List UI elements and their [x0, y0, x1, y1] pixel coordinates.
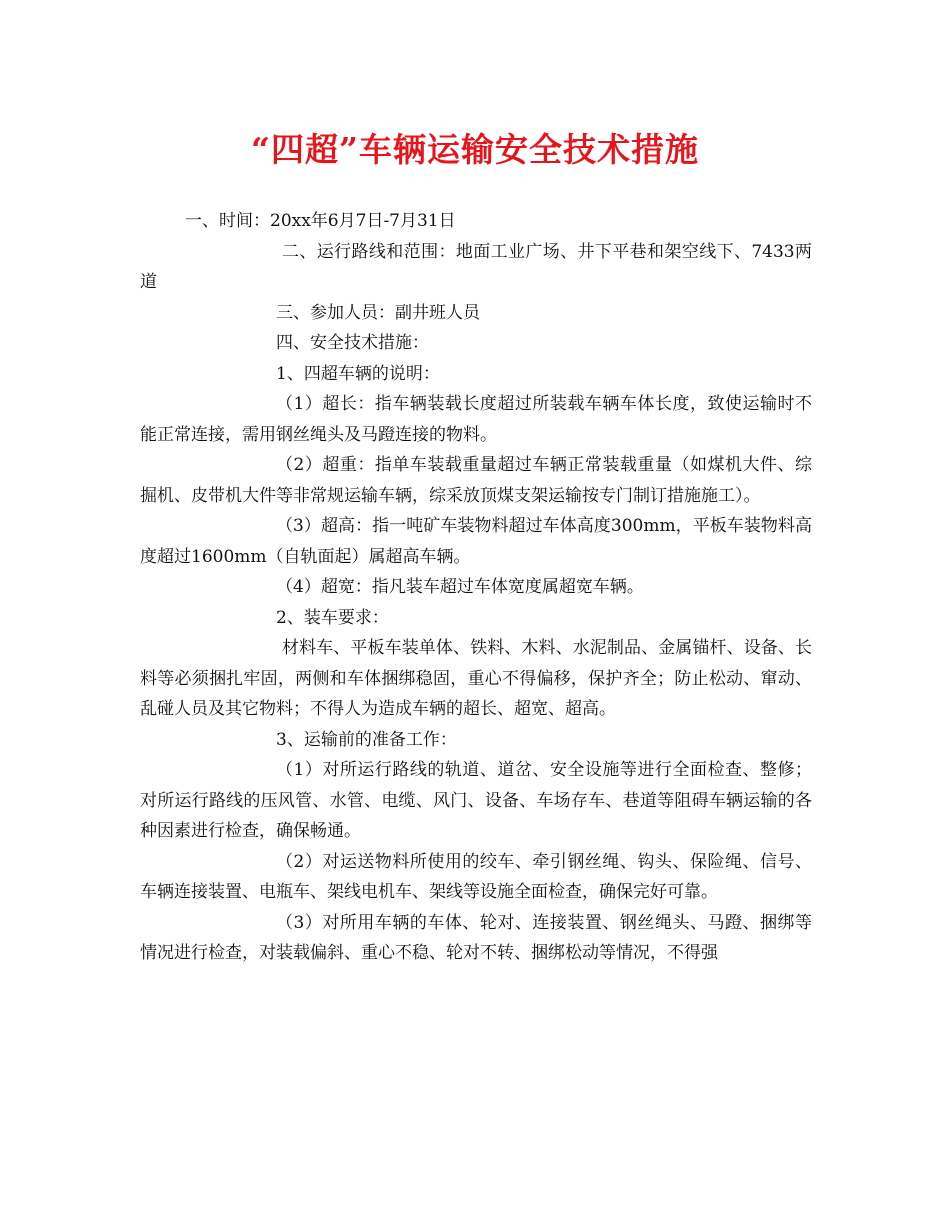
paragraph-section-1: 1、四超车辆的说明：	[276, 363, 440, 384]
paragraph-prep-2: （2）对运送物料所使用的绞车、牵引钢丝绳、钩头、保险绳、信号、车辆连接装置、电瓶车、架线电机车、架线等设施全面检查，确保完好可靠。	[140, 851, 812, 902]
paragraph-overwidth: （4）超宽：指凡装车超过车体宽度属超宽车辆。	[276, 577, 644, 597]
paragraph-loading-requirements: 材料车、平板车装单体、铁料、木料、水泥制品、金属锚杆、设备、长料等必须捆扎牢固，两侧和车体捆绑稳固，重心不得偏移，保护齐全；防止松动、窜动、乱碰人员及其它物料；不得人为造成车辆的超长、超宽、超高。	[140, 638, 812, 719]
paragraph-overheight: （3）超高：指一吨矿车装物料超过车体高度300mm，平板车装物料高度超过1600mm（自轨面起）属超高车辆。	[140, 516, 812, 567]
paragraph-route: 二、运行路线和范围：地面工业广场、井下平巷和架空线下、7433两道	[140, 241, 812, 292]
paragraph-section-3: 3、运输前的准备工作：	[276, 729, 457, 750]
paragraph-time: 一、时间：20xx年6月7日-7月31日	[185, 211, 456, 231]
document-title: “四超”车辆运输安全技术措施	[251, 130, 699, 169]
paragraph-measures-heading: 四、安全技术措施：	[276, 333, 429, 353]
paragraph-section-2: 2、装车要求：	[276, 607, 389, 628]
paragraph-overweight: （2）超重：指单车装载重量超过车辆正常装载重量（如煤机大件、综掘机、皮带机大件等非常规运输车辆，综采放顶煤支架运输按专门制订措施施工）。	[140, 455, 812, 506]
document-body	[140, 206, 812, 969]
paragraph-prep-1: （1）对所运行路线的轨道、道岔、安全设施等进行全面检查、整修；对所运行路线的压风管、水管、电缆、风门、设备、车场存车、巷道等阻碍车辆运输的各种因素进行检查，确保畅通。	[140, 760, 812, 841]
paragraph-overlength: （1）超长：指车辆装载长度超过所装载车辆车体长度，致使运输时不能正常连接，需用钢丝绳头及马蹬连接的物料。	[140, 394, 812, 445]
paragraph-prep-3: （3）对所用车辆的车体、轮对、连接装置、钢丝绳头、马蹬、捆绑等情况进行检查，对装载偏斜、重心不稳、轮对不转、捆绑松动等情况，不得强	[140, 912, 812, 963]
paragraph-personnel: 三、参加人员：副井班人员	[276, 302, 480, 323]
